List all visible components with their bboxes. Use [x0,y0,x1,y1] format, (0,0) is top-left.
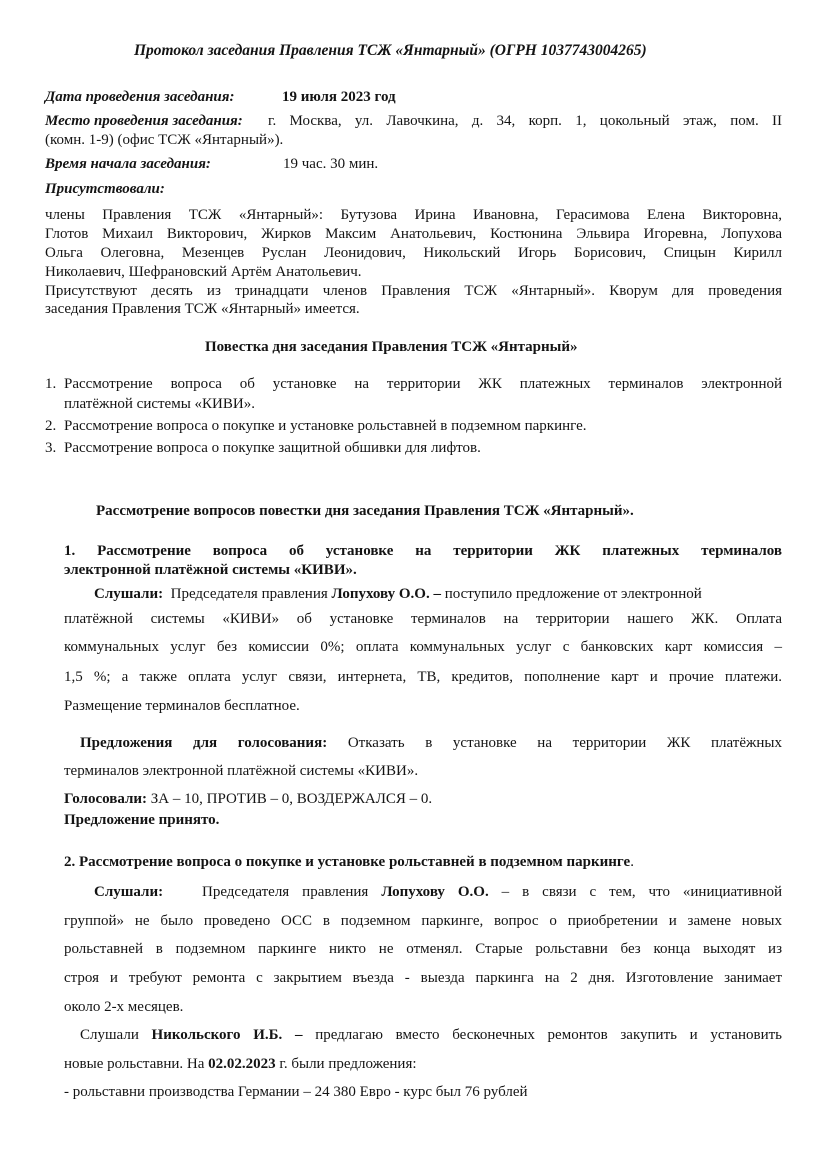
listen-post: – в связи с тем, что «инициативной [501,884,783,900]
date-label: Дата проведения заседания: [45,89,235,105]
agenda-item-number: 3. [45,440,57,456]
agenda-item: Рассмотрение вопроса об установке на территории ЖК платежных терминалов электронной [64,376,782,392]
q2-heading-text: 2. Рассмотрение вопроса о покупке и установке рольставней в подземном паркинге [64,854,631,870]
speaker-name: Лопухову О.О. [381,884,489,900]
agenda-item-number: 2. [45,418,57,434]
page-title: Протокол заседания Правления ТСЖ «Янтарный» (ОГРН 1037743004265) [134,42,647,59]
speaker2-name: Никольского И.Б. – [151,1027,303,1043]
present-line: Николаевич, Шефрановский Артём Анатольевич. [45,264,362,280]
vote-label: Голосовали: [64,791,148,807]
listen2-post: предлагаю вместо бесконечных ремонтов закупить и установить [315,1027,782,1043]
listen2-pre: Слушали [80,1027,139,1043]
place-value-cont: (комн. 1-9) (офис ТСЖ «Янтарный»). [45,132,284,148]
present-line: члены Правления ТСЖ «Янтарный»: Бутузова Ирина Ивановна, Герасимова Елена Викторовна, [45,207,782,223]
proposal-label: Предложения для голосования: [80,735,328,751]
time-label: Время начала заседания: [45,156,211,172]
q1-heading-cont: электронной платёжной системы «КИВИ». [64,562,357,578]
vote-text: ЗА – 10, ПРОТИВ – 0, ВОЗДЕРЖАЛСЯ – 0. [150,791,433,807]
agenda-item-number: 1. [45,376,57,392]
offer-intro-post: г. были предложения: [279,1056,417,1072]
agenda-item: Рассмотрение вопроса о покупке защитной обшивки для лифтов. [64,440,481,456]
q1-body-line: 1,5 %; а также оплата услуг связи, интернета, ТВ, кредитов, пополнение карт и прочие платежи. [64,669,782,685]
listen-label: Слушали: [94,884,164,900]
q1-proposal-line [80,734,782,752]
listen-pre: Председателя правления [201,884,369,900]
q2-listen-line [94,883,782,901]
present-line: Глотов Михаил Викторович, Жирков Максим Анатольевич, Костюнина Эльвира Игоревна, Лопухова [45,226,782,242]
q2-offer-item: - рольставни производства Германии – 24 380 Евро - курс был 76 рублей [64,1084,528,1100]
q1-proposal-cont: терминалов электронной платёжной системы «КИВИ». [64,763,419,779]
q2-body-line: строя и требуют ремонта с закрытием въезда - выезда паркинга на 2 дня. Изготовление занимает [64,970,782,986]
review-heading: Рассмотрение вопросов повестки дня заседания Правления ТСЖ «Янтарный». [96,503,634,519]
q2-body-line: рольставней в подземном паркинге никто не отменял. Старые рольставни без конца выходят из [64,941,782,957]
agenda-item: Рассмотрение вопроса о покупке и установке рольставней в подземном паркинге. [64,418,587,434]
q1-listen-line [94,585,702,603]
q1-body-line: Размещение терминалов бесплатное. [64,698,300,714]
q1-body-line: коммунальных услуг без комиссии 0%; оплата коммунальных услуг с банковских карт комиссия – [64,639,782,655]
place-label: Место проведения заседания: [45,113,243,129]
present-label: Присутствовали: [45,181,165,197]
time-value: 19 час. 30 мин. [283,156,379,172]
speaker-name: Лопухову О.О. – [331,586,441,602]
proposal-text: Отказать в установке на территории ЖК платёжных [347,735,782,751]
agenda-heading: Повестка дня заседания Правления ТСЖ «Янтарный» [205,339,578,355]
listen-label: Слушали: [94,586,164,602]
listen-pre: Председателя правления [170,586,328,602]
q2-listen2-line [80,1026,782,1044]
q2-body-line: группой» не было проведено ОСС в подземном паркинге, вопрос о приобретении и замене новых [64,913,782,929]
listen-post: поступило предложение от электронной [444,586,702,602]
quorum-line: заседания Правления ТСЖ «Янтарный» имеется. [45,301,360,317]
quorum-line: Присутствуют десять из тринадцати членов Правления ТСЖ «Янтарный». Кворум для проведения [45,283,782,299]
q2-heading [64,853,634,871]
q2-offer-intro [64,1055,417,1073]
agenda-item-cont: платёжной системы «КИВИ». [64,396,255,412]
q1-body-line: платёжной системы «КИВИ» об установке терминалов на территории нашего ЖК. Оплата [64,611,782,627]
q1-heading: 1. Рассмотрение вопроса об установке на территории ЖК платежных терминалов [64,543,782,559]
offer-date: 02.02.2023 [208,1056,276,1072]
q1-vote-line [64,790,432,808]
present-line: Ольга Олеговна, Мезенцев Руслан Леонидович, Никольский Игорь Борисович, Спицын Кирилл [45,245,782,261]
offer-intro-pre: новые рольставни. На [64,1056,205,1072]
date-value: 19 июля 2023 год [282,89,396,105]
place-value: г. Москва, ул. Лавочкина, д. 34, корп. 1, цокольный этаж, пом. II [268,113,782,129]
q2-body-line: около 2-х месяцев. [64,999,184,1015]
q2-heading-end: . [630,854,634,870]
q1-result: Предложение принято. [64,812,220,828]
